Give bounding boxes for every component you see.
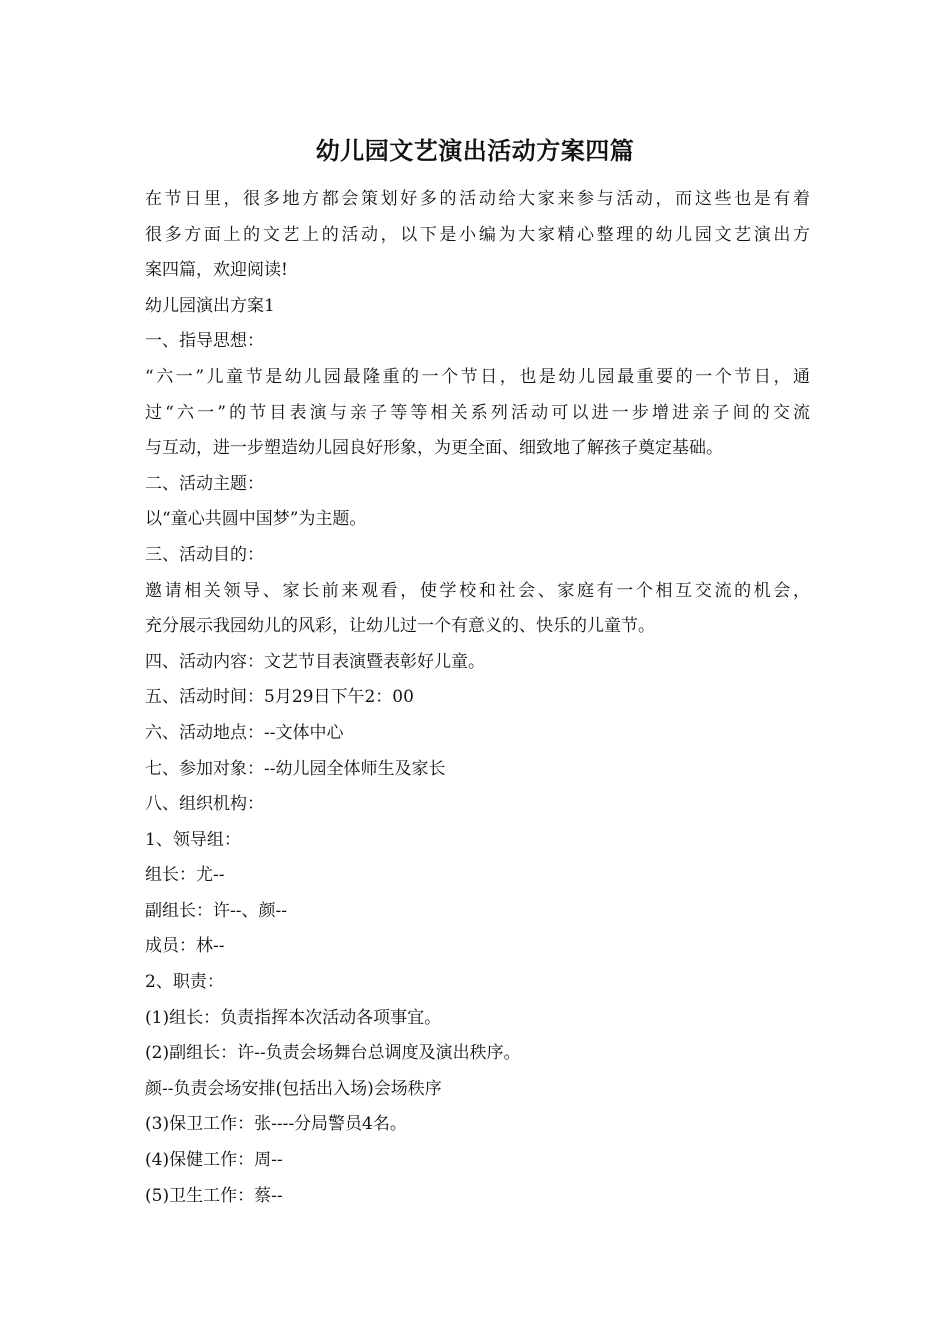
duty-line-4: (4)保健工作：周-- [145,1150,283,1171]
place-line: 六、活动地点：--文体中心 [145,722,344,743]
leaders-heading: 1、领导组： [145,829,241,850]
section-heading: 幼儿园演出方案1 [145,295,275,316]
guiding-line-3: 与互动，进一步塑造幼儿园良好形象，为更全面、细致地了解孩子奠定基础。 [145,438,723,459]
theme-text: 以“童心共圆中国梦”为主题。 [145,509,367,530]
purpose-line-1: 邀请相关领导、家长前来观看，使学校和社会、家庭有一个相互交流的机会， [145,580,810,601]
guiding-line-2: 过“六一”的节目表演与亲子等等相关系列活动可以进一步增进亲子间的交流 [145,402,810,423]
member-line: 成员：林-- [145,936,225,957]
purpose-line-2: 充分展示我园幼儿的风彩，让幼儿过一个有意义的、快乐的儿童节。 [145,616,655,637]
guiding-heading: 一、指导思想： [145,331,264,352]
duties-heading: 2、职责： [145,972,224,993]
duty-line-3: (3)保卫工作：张----分局警员4名。 [145,1114,407,1135]
theme-heading: 二、活动主题： [145,473,264,494]
intro-line-1: 在节日里，很多地方都会策划好多的活动给大家来参与活动，而这些也是有着 [145,189,810,209]
participants-line: 七、参加对象：--幼儿园全体师生及家长 [145,758,446,779]
guiding-line-1: “六一”儿童节是幼儿园最隆重的一个节日，也是幼儿园最重要的一个节日，通 [145,366,810,387]
leader-line: 组长：尤-- [145,865,225,886]
duty-line-2: (2)副组长：许--负责会场舞台总调度及演出秩序。 [145,1043,521,1064]
document-title: 幼儿园文艺演出活动方案四篇 [315,136,635,165]
duty-line-2b: 颜--负责会场安排(包括出入场)会场秩序 [145,1078,442,1099]
deputy-line: 副组长：许--、颜-- [145,900,287,921]
purpose-heading: 三、活动目的： [145,544,264,565]
duty-line-5: (5)卫生工作：蔡-- [145,1185,283,1206]
content-line: 四、活动内容：文艺节目表演暨表彰好儿童。 [145,651,485,672]
duty-line-1: (1)组长：负责指挥本次活动各项事宜。 [145,1007,442,1028]
org-heading: 八、组织机构： [145,794,264,815]
intro-line-3: 案四篇，欢迎阅读! [145,260,288,281]
time-line: 五、活动时间：5月29日下午2：00 [145,687,414,708]
intro-line-2: 很多方面上的文艺上的活动，以下是小编为大家精心整理的幼儿园文艺演出方 [145,224,810,245]
document-body [145,182,810,1214]
